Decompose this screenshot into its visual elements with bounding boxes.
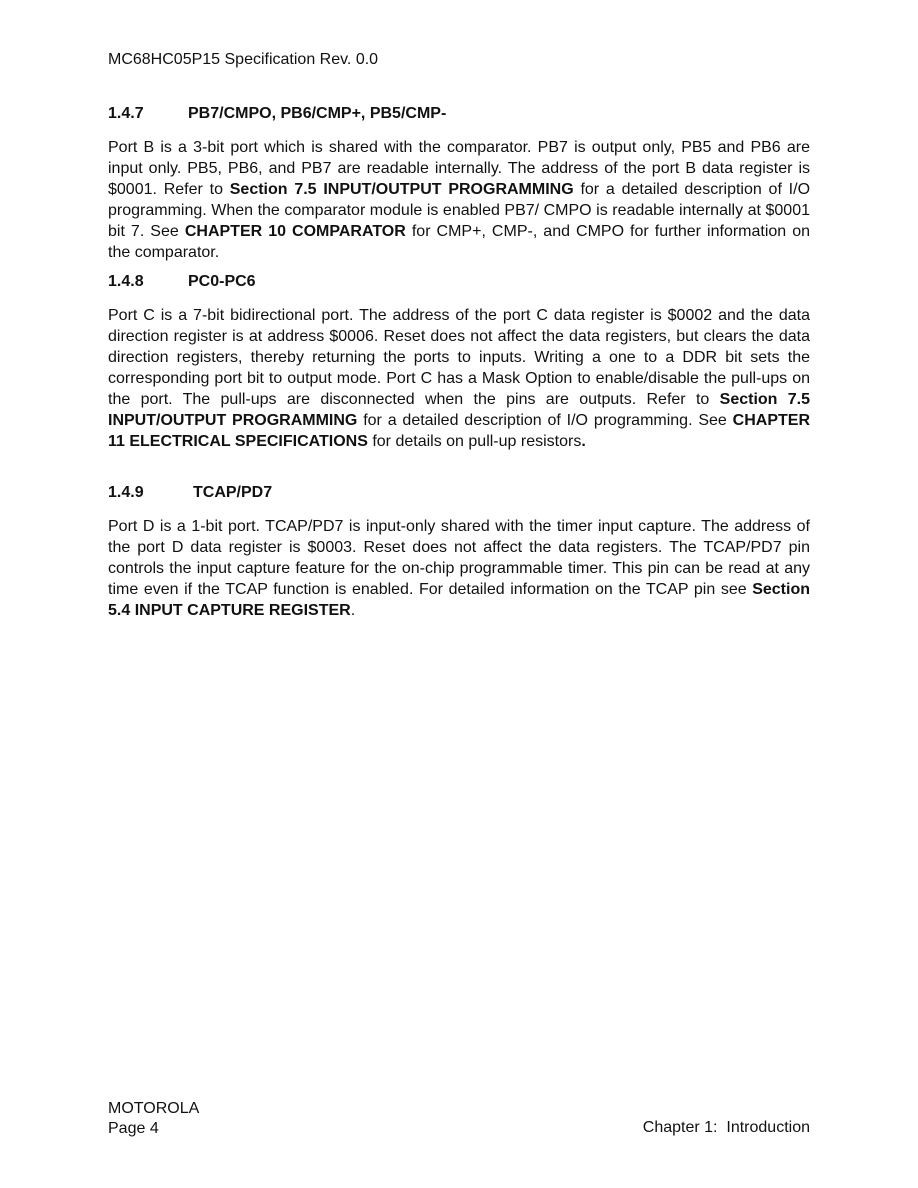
paragraph-text: Port B is a 3-bit port which is shared with the comparator. PB7 is output only, PB5 and PB6 are input only. PB5, PB6, and PB7 are readable internally. The address of the port B data register is $0001. Refer to xyxy=(108,139,810,198)
section-title: PC0-PC6 xyxy=(188,273,256,290)
paragraph-text: for a detailed description of I/O programming. See xyxy=(357,412,733,429)
footer-company: MOTOROLA xyxy=(108,1100,200,1117)
paragraph-text: Port D is a 1-bit port. TCAP/PD7 is input-only shared with the timer input capture. The address of the port D data register is $0003. Reset does not affect the data registers. The TCAP/PD7 pin controls the input capture feature for the on-chip programmable timer. This pin can be read at any time even if the TCAP function is enabled. For detailed information on the TCAP pin see xyxy=(108,518,810,598)
cross-reference: Section 7.5 INPUT/OUTPUT PROGRAMMING xyxy=(108,391,811,429)
cross-reference: Section 5.4 INPUT CAPTURE REGISTER xyxy=(108,581,810,619)
section-paragraph xyxy=(108,305,810,452)
paragraph-text: Port C is a 7-bit bidirectional port. The address of the port C data register is $0002 and the data direction register is at address $0006. Reset does not affect the data registers, but clears the data direction registers, thereby returning the ports to inputs. Writing a one to a DDR bit sets the corresponding port bit to output mode. Port C has a Mask Option to enable/disable the pull-ups on the port. The pull-ups are disconnected when the pins are outputs. Refer to xyxy=(108,307,810,408)
section-paragraph xyxy=(108,137,810,263)
cross-reference: CHAPTER 10 COMPARATOR xyxy=(184,223,406,240)
paragraph-text: for details on pull-up resistors xyxy=(367,433,582,450)
section-paragraph xyxy=(108,516,810,621)
cross-reference: Section 7.5 INPUT/OUTPUT PROGRAMMING xyxy=(229,181,574,198)
page-footer-left xyxy=(108,1099,199,1139)
paragraph-text: for CMP+, CMP-, and CMPO for further information on the comparator. xyxy=(108,223,811,261)
section-number: 1.4.9 xyxy=(108,484,144,501)
section-1-4-7 xyxy=(108,104,810,263)
section-heading xyxy=(108,483,810,503)
section-number: 1.4.7 xyxy=(108,105,144,122)
section-1-4-8 xyxy=(108,272,810,452)
paragraph-text: . xyxy=(350,602,356,619)
section-heading xyxy=(108,272,810,292)
footer-page-number: Page 4 xyxy=(108,1120,159,1137)
cross-reference: CHAPTER 11 ELECTRICAL SPECIFICATIONS xyxy=(108,412,810,450)
section-heading xyxy=(108,104,810,124)
section-title: PB7/CMPO, PB6/CMP+, PB5/CMP- xyxy=(188,105,447,122)
paragraph-text: for a detailed description of I/O programming. When the comparator module is enabled PB7/ CMPO is readable internally at $0001 bit 7. See xyxy=(108,181,811,240)
paragraph-period: . xyxy=(581,433,586,450)
section-number: 1.4.8 xyxy=(108,273,144,290)
section-title: TCAP/PD7 xyxy=(193,484,273,501)
footer-chapter: Chapter 1: Introduction xyxy=(642,1119,810,1136)
document-header-title: MC68HC05P15 Specification Rev. 0.0 xyxy=(108,51,379,68)
section-1-4-9 xyxy=(108,483,810,621)
